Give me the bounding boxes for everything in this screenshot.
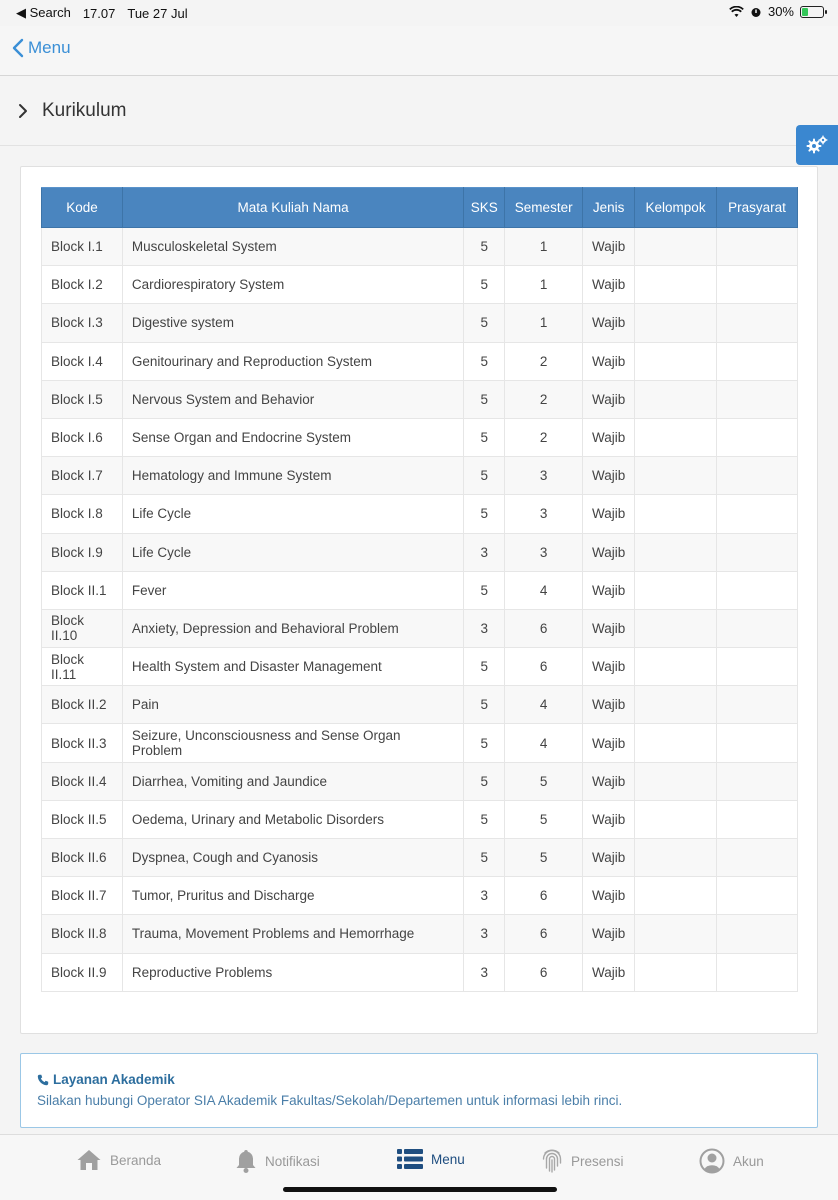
cell-sks: 5	[464, 495, 505, 533]
cell-semester: 4	[505, 571, 583, 609]
cell-sks: 3	[464, 877, 505, 915]
cell-mata-kuliah-nama: Musculoskeletal System	[122, 228, 463, 266]
cell-mata-kuliah-nama: Genitourinary and Reproduction System	[122, 342, 463, 380]
cell-prasyarat	[717, 839, 798, 877]
column-header-kode: Kode	[42, 188, 123, 228]
back-app-label: Search	[29, 5, 71, 20]
cell-jenis: Wajib	[583, 495, 635, 533]
cell-kode: Block I.9	[42, 533, 123, 571]
cell-semester: 3	[505, 533, 583, 571]
table-row	[42, 304, 798, 342]
cell-kode: Block I.8	[42, 495, 123, 533]
cell-prasyarat	[717, 724, 798, 762]
cell-mata-kuliah-nama: Cardiorespiratory System	[122, 266, 463, 304]
cell-prasyarat	[717, 495, 798, 533]
column-header-prasyarat: Prasyarat	[717, 188, 798, 228]
cell-sks: 3	[464, 953, 505, 991]
table-row	[42, 609, 798, 647]
nav-bar	[0, 26, 838, 76]
battery-fill	[802, 8, 808, 16]
cell-kode: Block I.6	[42, 418, 123, 456]
cell-kode: Block II.2	[42, 686, 123, 724]
page-title: Kurikulum	[42, 99, 127, 121]
tab-akun[interactable]	[699, 1148, 764, 1174]
tab-beranda-label: Beranda	[110, 1152, 162, 1168]
column-header-sks: SKS	[464, 188, 505, 228]
cell-prasyarat	[717, 953, 798, 991]
table-row	[42, 648, 798, 686]
cell-sks: 5	[464, 839, 505, 877]
table-body	[42, 228, 798, 992]
cell-kelompok	[635, 648, 717, 686]
cell-sks: 5	[464, 380, 505, 418]
cell-sks: 5	[464, 762, 505, 800]
cell-kode: Block I.4	[42, 342, 123, 380]
table-row	[42, 953, 798, 991]
cell-semester: 6	[505, 877, 583, 915]
cell-jenis: Wajib	[583, 533, 635, 571]
cell-jenis: Wajib	[583, 953, 635, 991]
battery-percent: 30%	[767, 4, 794, 19]
cell-kelompok	[635, 228, 717, 266]
cell-mata-kuliah-nama: Life Cycle	[122, 495, 463, 533]
cell-kelompok	[635, 953, 717, 991]
cell-kode: Block I.1	[42, 228, 123, 266]
cell-jenis: Wajib	[583, 724, 635, 762]
cell-kelompok	[635, 304, 717, 342]
column-header-kelompok: Kelompok	[635, 188, 717, 228]
cell-mata-kuliah-nama: Tumor, Pruritus and Discharge	[122, 877, 463, 915]
cell-kode: Block II.5	[42, 800, 123, 838]
cell-jenis: Wajib	[583, 457, 635, 495]
tab-presensi[interactable]	[541, 1148, 624, 1174]
phone-icon	[37, 1074, 49, 1086]
cell-kelompok	[635, 418, 717, 456]
chevron-right-icon[interactable]	[18, 103, 28, 119]
table-row	[42, 495, 798, 533]
tab-notifikasi[interactable]	[235, 1148, 320, 1174]
cell-kelompok	[635, 839, 717, 877]
cell-sks: 5	[464, 648, 505, 686]
cell-kode: Block I.7	[42, 457, 123, 495]
tab-beranda[interactable]	[76, 1148, 161, 1172]
cell-kode: Block II.10	[42, 609, 123, 647]
cell-kode: Block II.11	[42, 648, 123, 686]
status-date: Tue 27 Jul	[127, 5, 188, 21]
cell-prasyarat	[717, 533, 798, 571]
cell-semester: 4	[505, 724, 583, 762]
cell-prasyarat	[717, 380, 798, 418]
cell-sks: 5	[464, 228, 505, 266]
cell-sks: 5	[464, 686, 505, 724]
table-row	[42, 800, 798, 838]
cell-kelompok	[635, 495, 717, 533]
cell-sks: 5	[464, 418, 505, 456]
cell-prasyarat	[717, 418, 798, 456]
cell-jenis: Wajib	[583, 877, 635, 915]
cell-kelompok	[635, 266, 717, 304]
cell-sks: 5	[464, 266, 505, 304]
table-row	[42, 571, 798, 609]
cell-kelompok	[635, 380, 717, 418]
cell-jenis: Wajib	[583, 648, 635, 686]
cell-semester: 6	[505, 609, 583, 647]
cell-mata-kuliah-nama: Dyspnea, Cough and Cyanosis	[122, 839, 463, 877]
cell-mata-kuliah-nama: Sense Organ and Endocrine System	[122, 418, 463, 456]
tab-bar	[0, 1134, 838, 1200]
cell-mata-kuliah-nama: Health System and Disaster Management	[122, 648, 463, 686]
cell-jenis: Wajib	[583, 418, 635, 456]
back-label: Menu	[28, 38, 71, 57]
tab-menu-label: Menu	[431, 1151, 465, 1167]
status-bar	[0, 0, 838, 26]
settings-button[interactable]	[796, 125, 838, 165]
back-button[interactable]	[12, 38, 71, 58]
table-row	[42, 686, 798, 724]
curriculum-card	[20, 166, 818, 1034]
cell-kelompok	[635, 915, 717, 953]
tab-presensi-label: Presensi	[571, 1153, 624, 1169]
cell-semester: 2	[505, 418, 583, 456]
table-row	[42, 839, 798, 877]
cell-semester: 5	[505, 762, 583, 800]
cell-kode: Block II.4	[42, 762, 123, 800]
tab-akun-label: Akun	[733, 1153, 764, 1169]
table-row	[42, 877, 798, 915]
breadcrumb	[0, 76, 838, 146]
status-time: 17.07	[82, 5, 116, 21]
cell-semester: 1	[505, 266, 583, 304]
tab-menu[interactable]	[397, 1148, 465, 1170]
column-header-mata-kuliah-nama: Mata Kuliah Nama	[122, 188, 463, 228]
table-row	[42, 457, 798, 495]
cell-sks: 3	[464, 609, 505, 647]
cell-semester: 3	[505, 495, 583, 533]
cell-kode: Block II.3	[42, 724, 123, 762]
cell-kelompok	[635, 457, 717, 495]
cell-prasyarat	[717, 877, 798, 915]
cell-mata-kuliah-nama: Nervous System and Behavior	[122, 380, 463, 418]
cell-prasyarat	[717, 915, 798, 953]
cell-jenis: Wajib	[583, 609, 635, 647]
notice-heading: Layanan Akademik	[53, 1072, 175, 1087]
cell-kelompok	[635, 609, 717, 647]
cell-prasyarat	[717, 342, 798, 380]
tab-notifikasi-label: Notifikasi	[265, 1153, 320, 1169]
academic-service-notice	[20, 1053, 818, 1128]
cell-semester: 3	[505, 457, 583, 495]
cell-semester: 2	[505, 380, 583, 418]
cell-jenis: Wajib	[583, 304, 635, 342]
cell-kelompok	[635, 877, 717, 915]
table-row	[42, 533, 798, 571]
table-row	[42, 342, 798, 380]
cell-mata-kuliah-nama: Anxiety, Depression and Behavioral Problem	[122, 609, 463, 647]
cell-prasyarat	[717, 266, 798, 304]
cell-semester: 6	[505, 648, 583, 686]
cell-kelompok	[635, 686, 717, 724]
cell-kode: Block II.1	[42, 571, 123, 609]
cell-kode: Block II.6	[42, 839, 123, 877]
cell-jenis: Wajib	[583, 762, 635, 800]
cell-jenis: Wajib	[583, 266, 635, 304]
bell-icon	[235, 1148, 257, 1174]
cell-prasyarat	[717, 762, 798, 800]
cell-mata-kuliah-nama: Oedema, Urinary and Metabolic Disorders	[122, 800, 463, 838]
cell-sks: 5	[464, 304, 505, 342]
cell-kode: Block II.7	[42, 877, 123, 915]
table-row	[42, 762, 798, 800]
cell-jenis: Wajib	[583, 342, 635, 380]
alarm-icon	[750, 6, 762, 18]
cell-kelompok	[635, 762, 717, 800]
table-row	[42, 228, 798, 266]
battery-icon	[800, 6, 824, 18]
cell-mata-kuliah-nama: Diarrhea, Vomiting and Jaundice	[122, 762, 463, 800]
cell-kode: Block I.2	[42, 266, 123, 304]
cell-prasyarat	[717, 457, 798, 495]
cell-mata-kuliah-nama: Pain	[122, 686, 463, 724]
cell-sks: 5	[464, 800, 505, 838]
cell-semester: 4	[505, 686, 583, 724]
column-header-jenis: Jenis	[583, 188, 635, 228]
cell-kelompok	[635, 533, 717, 571]
cell-prasyarat	[717, 609, 798, 647]
notice-text: Silakan hubungi Operator SIA Akademik Fakultas/Sekolah/Departemen untuk informasi lebih rinci.	[37, 1093, 623, 1108]
cell-kelompok	[635, 342, 717, 380]
cell-prasyarat	[717, 304, 798, 342]
cell-prasyarat	[717, 686, 798, 724]
cell-jenis: Wajib	[583, 228, 635, 266]
cell-sks: 5	[464, 457, 505, 495]
cell-kode: Block II.9	[42, 953, 123, 991]
cell-jenis: Wajib	[583, 686, 635, 724]
cell-jenis: Wajib	[583, 915, 635, 953]
cell-semester: 5	[505, 839, 583, 877]
cell-semester: 6	[505, 915, 583, 953]
cell-sks: 3	[464, 533, 505, 571]
chevron-left-icon	[12, 38, 24, 58]
cell-kode: Block II.8	[42, 915, 123, 953]
table-row	[42, 418, 798, 456]
cell-sks: 5	[464, 724, 505, 762]
cell-semester: 5	[505, 800, 583, 838]
table-header-row	[42, 188, 798, 228]
cell-jenis: Wajib	[583, 839, 635, 877]
cell-prasyarat	[717, 228, 798, 266]
curriculum-table	[41, 187, 798, 992]
cell-jenis: Wajib	[583, 800, 635, 838]
user-icon	[699, 1148, 725, 1174]
cell-semester: 1	[505, 228, 583, 266]
table-row	[42, 915, 798, 953]
cell-mata-kuliah-nama: Hematology and Immune System	[122, 457, 463, 495]
wifi-icon	[729, 6, 744, 18]
gears-icon	[806, 135, 828, 155]
cell-semester: 6	[505, 953, 583, 991]
cell-kelompok	[635, 800, 717, 838]
cell-sks: 3	[464, 915, 505, 953]
cell-sks: 5	[464, 342, 505, 380]
table-row	[42, 724, 798, 762]
cell-semester: 2	[505, 342, 583, 380]
cell-semester: 1	[505, 304, 583, 342]
table-row	[42, 266, 798, 304]
cell-mata-kuliah-nama: Trauma, Movement Problems and Hemorrhage	[122, 915, 463, 953]
cell-prasyarat	[717, 648, 798, 686]
cell-kelompok	[635, 571, 717, 609]
cell-kode: Block I.5	[42, 380, 123, 418]
column-header-semester: Semester	[505, 188, 583, 228]
cell-mata-kuliah-nama: Seizure, Unconsciousness and Sense Organ Problem	[122, 724, 463, 762]
table-row	[42, 380, 798, 418]
cell-jenis: Wajib	[583, 571, 635, 609]
list-icon	[397, 1148, 423, 1170]
cell-prasyarat	[717, 571, 798, 609]
home-icon	[76, 1148, 102, 1172]
cell-mata-kuliah-nama: Digestive system	[122, 304, 463, 342]
cell-prasyarat	[717, 800, 798, 838]
cell-kelompok	[635, 724, 717, 762]
cell-mata-kuliah-nama: Life Cycle	[122, 533, 463, 571]
cell-mata-kuliah-nama: Fever	[122, 571, 463, 609]
cell-kode: Block I.3	[42, 304, 123, 342]
fingerprint-icon	[541, 1148, 563, 1174]
cell-sks: 5	[464, 571, 505, 609]
back-to-app[interactable]: ◀ Search	[16, 5, 71, 20]
cell-jenis: Wajib	[583, 380, 635, 418]
cell-mata-kuliah-nama: Reproductive Problems	[122, 953, 463, 991]
home-indicator[interactable]	[283, 1187, 557, 1192]
